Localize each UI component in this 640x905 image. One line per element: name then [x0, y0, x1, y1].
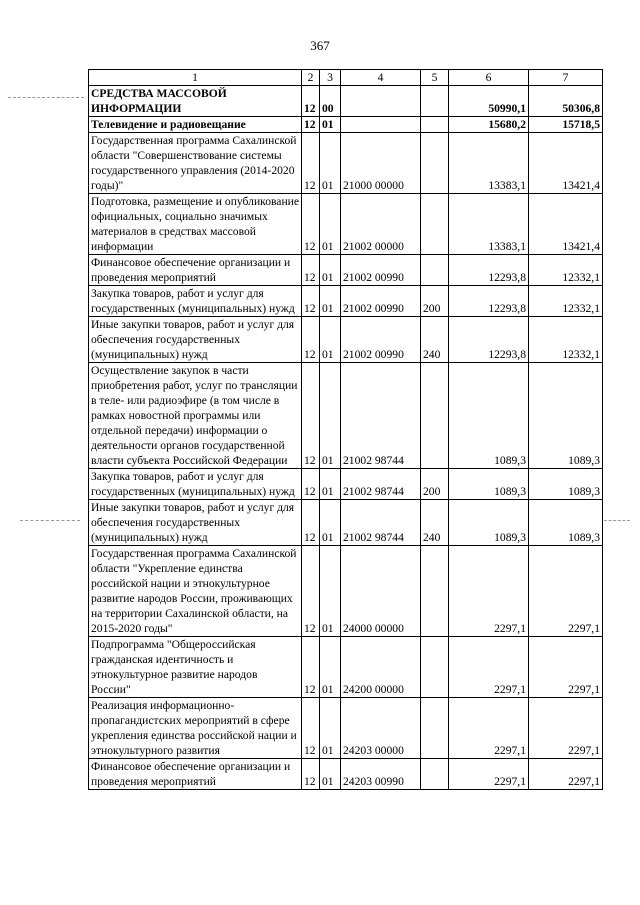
row-amount-col7-cell: 2297,1	[529, 698, 603, 759]
row-expense-type-cell: 200	[421, 469, 449, 500]
row-subsection-cell: 01	[320, 286, 341, 317]
row-expense-type-cell	[421, 255, 449, 286]
row-target-article-cell: 24203 00000	[341, 698, 421, 759]
row-section-cell: 12	[302, 469, 320, 500]
row-name-cell: Подпрограмма "Общероссийская гражданская идентичность и этнокультурное развитие народов России"	[89, 637, 302, 698]
row-expense-type-cell	[421, 194, 449, 255]
row-amount-col6-cell: 13383,1	[449, 133, 529, 194]
page-number: 367	[310, 38, 330, 53]
row-amount-col6-cell: 12293,8	[449, 286, 529, 317]
table-row	[89, 759, 603, 790]
row-name-cell: Реализация информационно-пропагандистских мероприятий в сфере укрепления единства российской нации и этнокультурного развития	[89, 698, 302, 759]
table-row	[89, 117, 603, 133]
row-name-cell: Закупка товаров, работ и услуг для государственных (муниципальных) нужд	[89, 286, 302, 317]
row-name-cell: Осуществление закупок в части приобретения работ, услуг по трансляции в теле- или радиоэфире (в том числе в рамках новостной программы или отдельной передачи) информации о деятельности органов государственной власти субъекта Российской Федерации	[89, 363, 302, 469]
row-amount-col7-cell: 13421,4	[529, 194, 603, 255]
row-target-article-cell: 21000 00000	[341, 133, 421, 194]
row-name-cell: Иные закупки товаров, работ и услуг для обеспечения государственных (муниципальных) нужд	[89, 500, 302, 546]
row-name-cell: Закупка товаров, работ и услуг для государственных (муниципальных) нужд	[89, 469, 302, 500]
row-target-article-cell: 21002 00990	[341, 286, 421, 317]
row-amount-col6-cell: 2297,1	[449, 637, 529, 698]
row-subsection-cell: 01	[320, 698, 341, 759]
row-subsection-cell: 01	[320, 363, 341, 469]
row-expense-type-cell	[421, 637, 449, 698]
row-expense-type-cell	[421, 117, 449, 133]
table-row	[89, 637, 603, 698]
row-amount-col6-cell: 1089,3	[449, 469, 529, 500]
row-expense-type-cell	[421, 86, 449, 117]
row-expense-type-cell	[421, 363, 449, 469]
row-amount-col7-cell: 1089,3	[529, 469, 603, 500]
row-subsection-cell: 01	[320, 117, 341, 133]
row-name-cell: Подготовка, размещение и опубликование официальных, социально значимых материалов в средствах массовой информации	[89, 194, 302, 255]
scan-artifact	[604, 520, 630, 521]
row-section-cell: 12	[302, 637, 320, 698]
column-header-6: 6	[449, 70, 529, 86]
row-target-article-cell: 21002 00990	[341, 317, 421, 363]
column-header-5: 5	[421, 70, 449, 86]
row-amount-col7-cell: 12332,1	[529, 255, 603, 286]
row-section-cell: 12	[302, 363, 320, 469]
column-header-7: 7	[529, 70, 603, 86]
row-amount-col7-cell: 2297,1	[529, 637, 603, 698]
row-amount-col7-cell: 13421,4	[529, 133, 603, 194]
scan-artifact	[8, 97, 84, 98]
row-amount-col6-cell: 13383,1	[449, 194, 529, 255]
scan-artifact	[20, 520, 80, 521]
row-expense-type-cell	[421, 546, 449, 637]
row-subsection-cell: 01	[320, 637, 341, 698]
row-section-cell: 12	[302, 286, 320, 317]
row-amount-col7-cell: 12332,1	[529, 317, 603, 363]
row-name-cell: Государственная программа Сахалинской области "Совершенствование системы государственного управления (2014-2020 годы)"	[89, 133, 302, 194]
row-amount-col6-cell: 12293,8	[449, 255, 529, 286]
row-target-article-cell: 24203 00990	[341, 759, 421, 790]
row-target-article-cell: 21002 98744	[341, 469, 421, 500]
row-section-cell: 12	[302, 117, 320, 133]
table-row	[89, 255, 603, 286]
row-target-article-cell: 21002 98744	[341, 363, 421, 469]
row-subsection-cell: 01	[320, 194, 341, 255]
row-target-article-cell: 21002 00000	[341, 194, 421, 255]
row-amount-col6-cell: 15680,2	[449, 117, 529, 133]
row-amount-col7-cell: 15718,5	[529, 117, 603, 133]
row-subsection-cell: 01	[320, 255, 341, 286]
row-target-article-cell: 21002 98744	[341, 500, 421, 546]
row-amount-col7-cell: 1089,3	[529, 500, 603, 546]
row-section-cell: 12	[302, 255, 320, 286]
row-amount-col7-cell: 1089,3	[529, 363, 603, 469]
row-subsection-cell: 01	[320, 469, 341, 500]
row-section-cell: 12	[302, 133, 320, 194]
row-subsection-cell: 01	[320, 759, 341, 790]
row-section-cell: 12	[302, 86, 320, 117]
row-subsection-cell: 01	[320, 500, 341, 546]
table-row	[89, 317, 603, 363]
row-expense-type-cell	[421, 133, 449, 194]
table-row	[89, 86, 603, 117]
row-amount-col6-cell: 1089,3	[449, 500, 529, 546]
row-target-article-cell: 21002 00990	[341, 255, 421, 286]
row-subsection-cell: 01	[320, 133, 341, 194]
column-header-2: 2	[302, 70, 320, 86]
row-expense-type-cell	[421, 698, 449, 759]
row-section-cell: 12	[302, 546, 320, 637]
row-target-article-cell: 24000 00000	[341, 546, 421, 637]
table-row	[89, 286, 603, 317]
table-row	[89, 500, 603, 546]
row-target-article-cell: 24200 00000	[341, 637, 421, 698]
table-row	[89, 133, 603, 194]
row-amount-col6-cell: 2297,1	[449, 759, 529, 790]
column-header-3: 3	[320, 70, 341, 86]
column-header-1: 1	[89, 70, 302, 86]
column-header-4: 4	[341, 70, 421, 86]
row-amount-col7-cell: 50306,8	[529, 86, 603, 117]
row-section-cell: 12	[302, 698, 320, 759]
table-row	[89, 469, 603, 500]
row-target-article-cell	[341, 86, 421, 117]
row-name-cell: СРЕДСТВА МАССОВОЙ ИНФОРМАЦИИ	[89, 86, 302, 117]
row-amount-col6-cell: 12293,8	[449, 317, 529, 363]
row-subsection-cell: 01	[320, 317, 341, 363]
table-row	[89, 363, 603, 469]
row-expense-type-cell: 240	[421, 317, 449, 363]
row-name-cell: Финансовое обеспечение организации и проведения мероприятий	[89, 759, 302, 790]
row-name-cell: Телевидение и радиовещание	[89, 117, 302, 133]
row-amount-col6-cell: 1089,3	[449, 363, 529, 469]
row-name-cell: Финансовое обеспечение организации и проведения мероприятий	[89, 255, 302, 286]
row-section-cell: 12	[302, 317, 320, 363]
row-section-cell: 12	[302, 194, 320, 255]
table-header-row	[89, 70, 603, 86]
budget-table	[88, 69, 603, 790]
row-section-cell: 12	[302, 759, 320, 790]
row-amount-col6-cell: 2297,1	[449, 698, 529, 759]
row-target-article-cell	[341, 117, 421, 133]
row-section-cell: 12	[302, 500, 320, 546]
row-subsection-cell: 01	[320, 546, 341, 637]
row-name-cell: Иные закупки товаров, работ и услуг для обеспечения государственных (муниципальных) нужд	[89, 317, 302, 363]
row-expense-type-cell: 200	[421, 286, 449, 317]
table-row	[89, 546, 603, 637]
row-name-cell: Государственная программа Сахалинской области "Укрепление единства российской нации и этнокультурное развитие народов России, проживающих на территории Сахалинской области, на 2015-2020 годы"	[89, 546, 302, 637]
row-amount-col6-cell: 2297,1	[449, 546, 529, 637]
row-amount-col7-cell: 12332,1	[529, 286, 603, 317]
row-expense-type-cell: 240	[421, 500, 449, 546]
table-row	[89, 194, 603, 255]
row-expense-type-cell	[421, 759, 449, 790]
table-row	[89, 698, 603, 759]
row-amount-col7-cell: 2297,1	[529, 759, 603, 790]
row-amount-col7-cell: 2297,1	[529, 546, 603, 637]
row-subsection-cell: 00	[320, 86, 341, 117]
row-amount-col6-cell: 50990,1	[449, 86, 529, 117]
